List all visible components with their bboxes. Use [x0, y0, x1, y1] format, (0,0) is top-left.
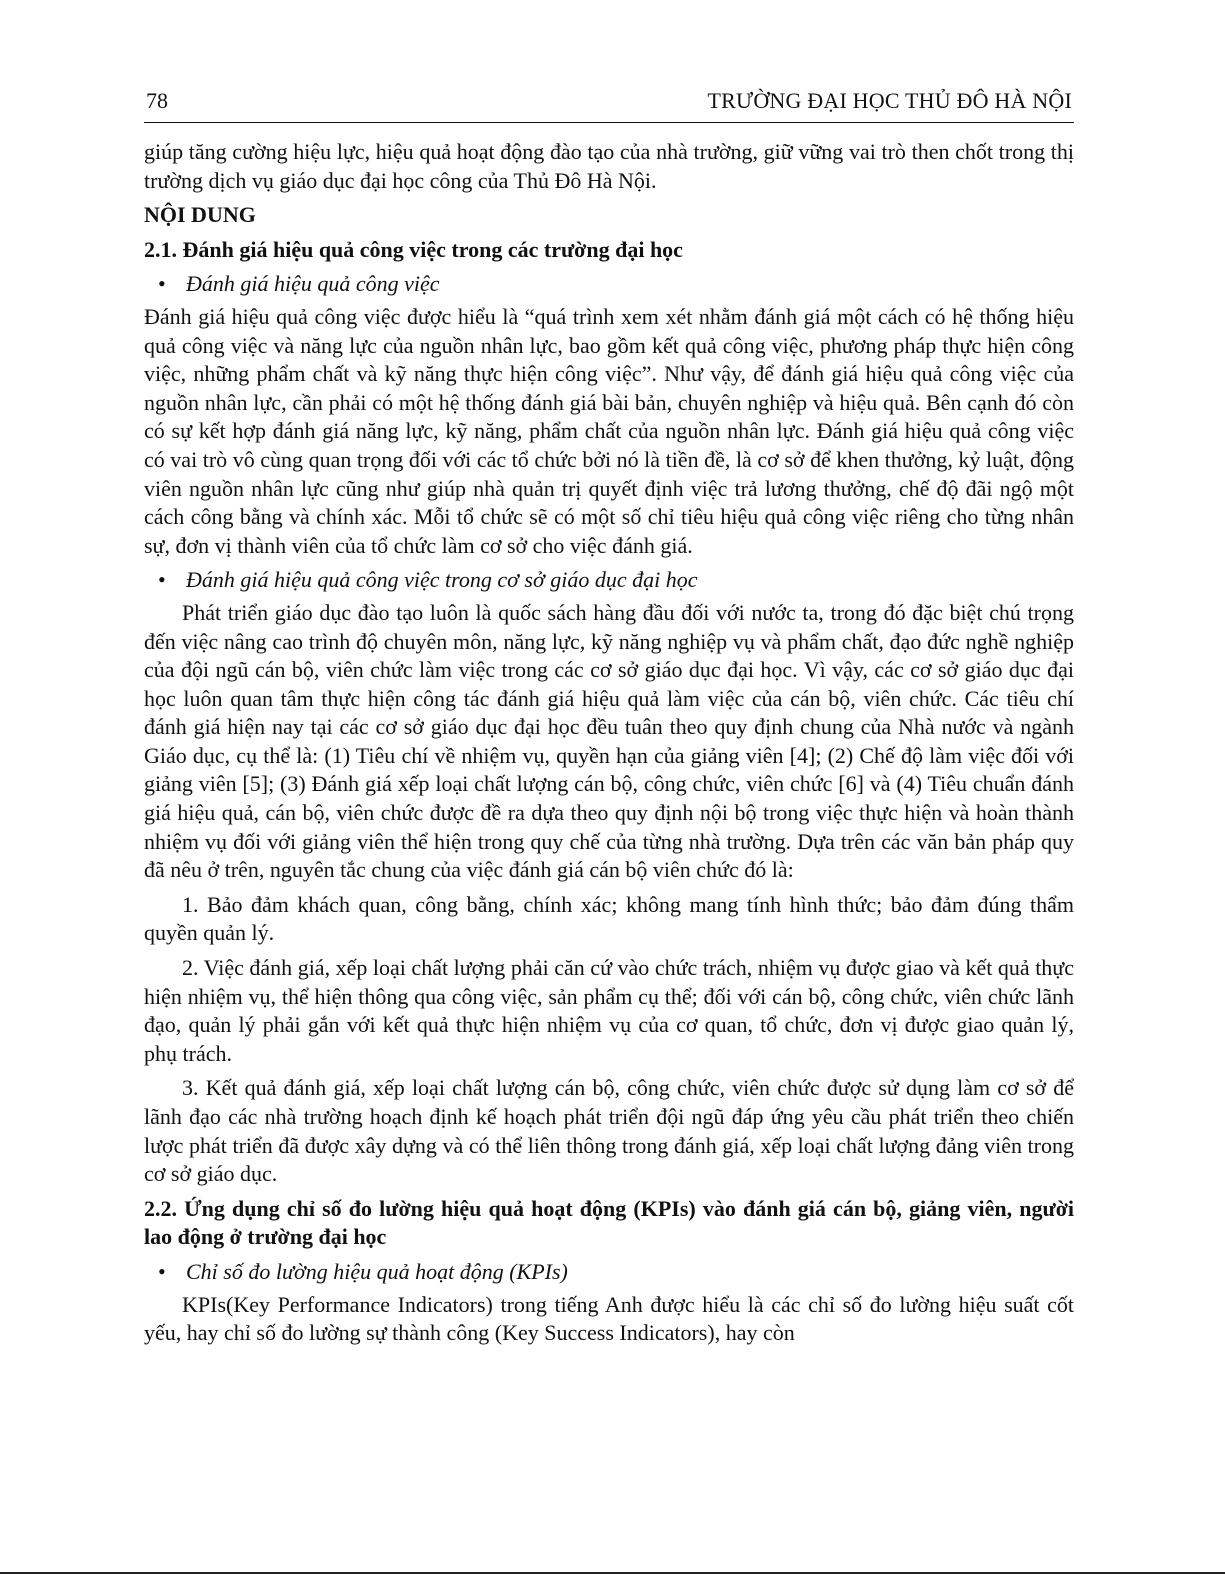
bullet-item — [158, 566, 1074, 595]
list-item-3: 3. Kết quả đánh giá, xếp loại chất lượng cán bộ, công chức, viên chức được sử dụng làm cơ sở để lãnh đạo các nhà trường hoạch định kế hoạch phát triển đội ngũ đáp ứng yêu cầu phát triển theo chiến lược phát triển đã được xây dựng và có thể liên thông trong đánh giá, xếp loại chất lượng đảng viên trong cơ sở giáo dục. — [144, 1075, 1074, 1187]
bullet-text: Chỉ số đo lường hiệu quả hoạt động (KPIs) — [186, 1258, 568, 1284]
list-item-2: 2. Việc đánh giá, xếp loại chất lượng phải căn cứ vào chức trách, nhiệm vụ được giao và kết quả thực hiện nhiệm vụ, thể hiện thông qua công việc, sản phẩm cụ thể; đối với cán bộ, công chức, viên chức lãnh đạo, quản lý phải gắn với kết quả thực hiện nhiệm vụ của cơ quan, tổ chức, đơn vị được giao quản lý, phụ trách. — [144, 955, 1074, 1066]
bullet-item — [158, 270, 1074, 299]
bottom-rule — [0, 1572, 1225, 1574]
paragraph-3: KPIs(Key Performance Indicators) trong tiếng Anh được hiểu là các chỉ số đo lường hiệu suất cốt yếu, hay chỉ số đo lường sự thành công (Key Success Indicators), hay còn — [144, 1291, 1074, 1346]
paragraph-1: Đánh giá hiệu quả công việc được hiểu là “quá trình xem xét nhằm đánh giá một cách có hệ thống hiệu quả công việc và năng lực của nguồn nhân lực, bao gồm kết quả công việc, phương pháp thực hiện công việc, những phẩm chất và kỹ năng thực hiện công việc”. Như vậy, để đánh giá hiệu quả công việc của nguồn nhân lực, cần phải có một hệ thống đánh giá bài bản, chuyên nghiệp và hiệu quả. Bên cạnh đó còn có sự kết hợp đánh giá năng lực, kỹ năng, phẩm chất của nguồn nhân lực. Đánh giá hiệu quả công việc có vai trò vô cùng quan trọng đối với các tổ chức bởi nó là tiền đề, là cơ sở để khen thưởng, kỷ luật, động viên nguồn nhân lực cũng như giúp nhà quản trị quyết định việc trả lương thưởng, chế độ đãi ngộ một cách công bằng và chính xác. Mỗi tổ chức sẽ có một số chỉ tiêu hiệu quả công việc riêng cho từng nhân sự, đơn vị thành viên của tổ chức làm cơ sở cho việc đánh giá. — [144, 303, 1074, 558]
heading-2-1: 2.1. Đánh giá hiệu quả công việc trong các trường đại học — [144, 236, 683, 262]
bullet-text: Đánh giá hiệu quả công việc trong cơ sở giáo dục đại học — [186, 567, 698, 593]
bullet-item — [158, 1258, 1074, 1287]
bullet-text: Đánh giá hiệu quả công việc — [186, 271, 440, 297]
article-body — [144, 138, 1074, 1348]
page-number: 78 — [146, 88, 168, 113]
bullet-icon: • — [158, 271, 166, 297]
heading-2-2: 2.2. Ứng dụng chỉ số đo lường hiệu quả hoạt động (KPIs) vào đánh giá cán bộ, giảng viên, người lao động ở trường đại học — [144, 1195, 1074, 1250]
list-item-1: 1. Bảo đảm khách quan, công bằng, chính xác; không mang tính hình thức; bảo đảm đúng thẩm quyền quản lý. — [144, 891, 1074, 946]
journal-title: TRƯỜNG ĐẠI HỌC THỦ ĐÔ HÀ NỘI — [707, 88, 1072, 113]
page-header — [144, 82, 1074, 123]
paragraph-2: Phát triển giáo dục đào tạo luôn là quốc sách hàng đầu đối với nước ta, trong đó đặc biệt chú trọng đến việc nâng cao trình độ chuyên môn, năng lực, kỹ năng nghiệp vụ và phẩm chất, đạo đức nghề nghiệp của đội ngũ cán bộ, viên chức làm việc trong các cơ sở giáo dục đại học. Vì vậy, các cơ sở giáo dục đại học luôn quan tâm thực hiện công tác đánh giá hiệu quả làm việc của cán bộ, viên chức. Các tiêu chí đánh giá hiện nay tại các cơ sở giáo dục đại học đều tuân theo quy định chung của Nhà nước và ngành Giáo dục, cụ thể là: (1) Tiêu chí về nhiệm vụ, quyền hạn của giảng viên [4]; (2) Chế độ làm việc đối với giảng viên [5]; (3) Đánh giá xếp loại chất lượng cán bộ, công chức, viên chức [6] và (4) Tiêu chuẩn đánh giá hiệu quả, cán bộ, viên chức được đề ra dựa theo quy định nội bộ trong việc thực hiện và hoàn thành nhiệm vụ đối với giảng viên thể hiện trong quy chế của từng nhà trường. Dựa trên các văn bản pháp quy đã nêu ở trên, nguyên tắc chung của việc đánh giá cán bộ viên chức đó là: — [144, 599, 1074, 883]
bullet-icon: • — [158, 567, 166, 593]
intro-paragraph: giúp tăng cường hiệu lực, hiệu quả hoạt động đào tạo của nhà trường, giữ vững vai trò then chốt trong thị trường dịch vụ giáo dục đại học công của Thủ Đô Hà Nội. — [144, 139, 1074, 193]
section-title: NỘI DUNG — [144, 202, 256, 228]
bullet-icon: • — [158, 1258, 166, 1284]
